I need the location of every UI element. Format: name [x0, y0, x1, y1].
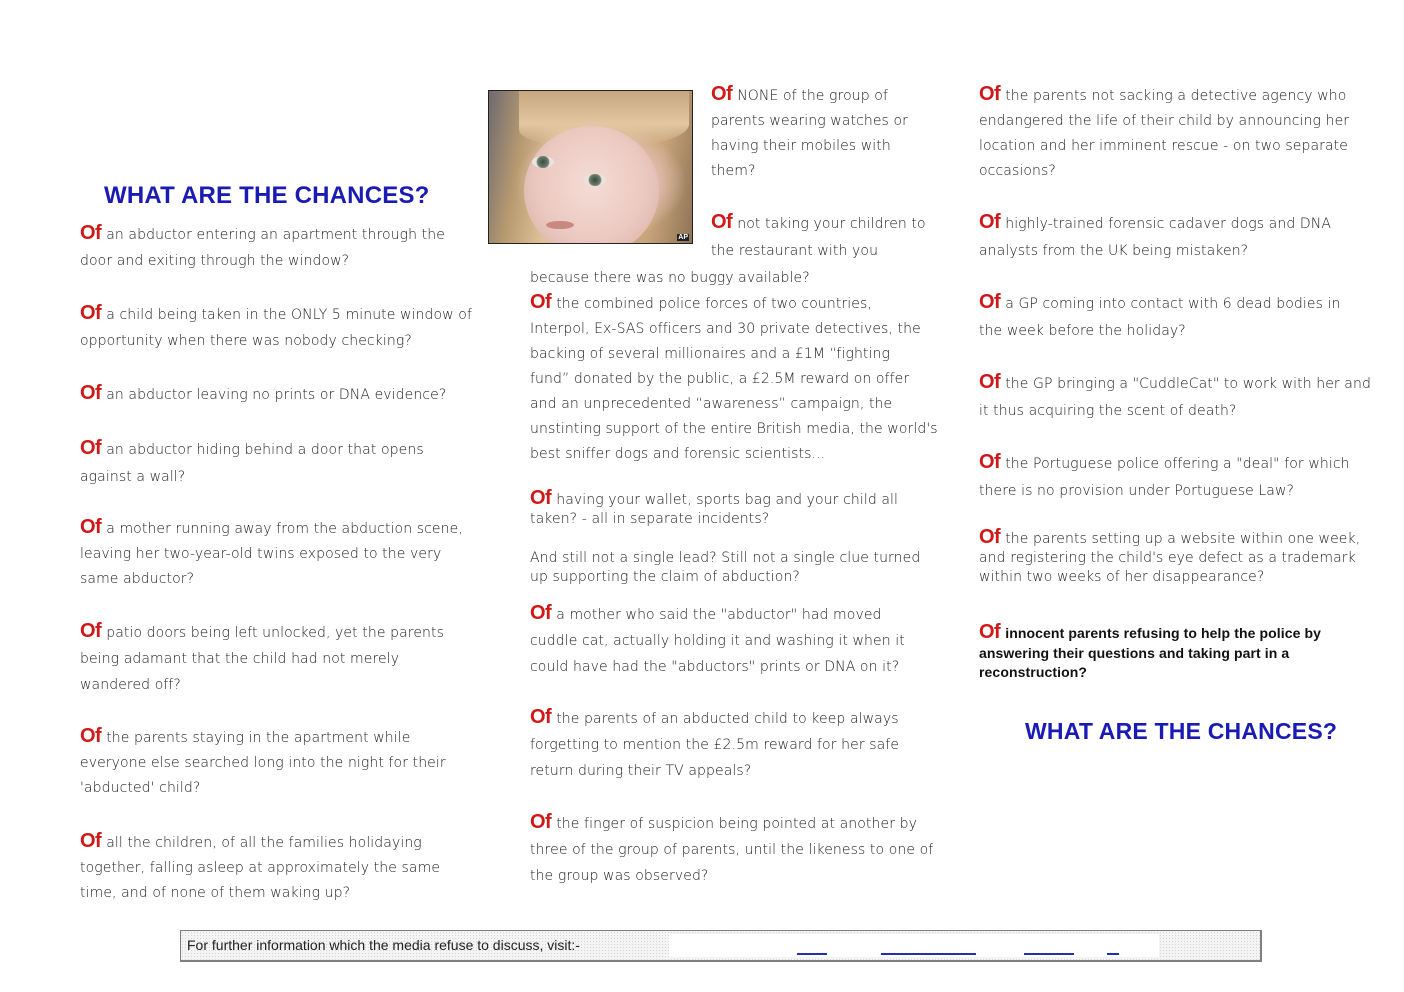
question-text: patio doors being left unlocked, yet the parents — [106, 625, 444, 641]
question-line — [530, 487, 898, 510]
of-label: Of — [979, 83, 1001, 105]
of-label: Of — [80, 620, 102, 642]
of-label: Of — [711, 211, 733, 233]
question-line — [979, 569, 1264, 585]
question-text: return during their TV appeals? — [530, 763, 752, 779]
of-label: Of — [979, 451, 1001, 473]
photo-face — [524, 126, 659, 244]
question-line — [80, 830, 422, 853]
question-text: reconstruction? — [979, 664, 1088, 680]
question-line — [979, 550, 1356, 566]
redacted-link-fragment — [1024, 953, 1074, 955]
question-text: the parents not sacking a detective agency who — [1005, 88, 1347, 104]
question-line — [530, 511, 769, 527]
question-line — [979, 113, 1349, 129]
question-line — [530, 737, 899, 753]
question-line — [80, 302, 472, 325]
question-text: three of the group of parents, until the likeness to one of — [530, 842, 934, 858]
question-text: an abductor hiding behind a door that opens — [106, 442, 424, 458]
of-label: Of — [80, 437, 102, 459]
question-text: being adamant that the child had not merely — [80, 651, 400, 667]
question-line — [530, 446, 825, 462]
question-text: there is no provision under Portuguese Law? — [979, 483, 1295, 499]
of-label: Of — [80, 830, 102, 852]
question-line — [979, 243, 1248, 259]
redacted-link-fragment — [881, 953, 976, 955]
question-text: the Portuguese police offering a "deal" for which — [1005, 456, 1350, 472]
question-line — [80, 571, 194, 587]
heading-top: WHAT ARE THE CHANCES? — [104, 182, 430, 209]
question-text: it thus acquiring the scent of death? — [979, 403, 1237, 419]
redacted-link-fragment — [797, 953, 827, 955]
question-text: within two weeks of her disappearance? — [979, 569, 1265, 585]
question-line — [530, 763, 751, 779]
question-line — [80, 222, 445, 245]
of-label: Of — [711, 83, 733, 105]
question-line — [80, 382, 446, 405]
question-line — [530, 706, 899, 729]
question-text: the parents staying in the apartment while — [106, 730, 411, 746]
question-text: together, falling asleep at approximately the same — [80, 860, 441, 876]
question-text: unstinting support of the entire British media, the world's — [530, 421, 938, 437]
question-text: up supporting the claim of abduction? — [530, 569, 800, 585]
question-text: door and exiting through the window? — [80, 253, 350, 269]
question-text: a mother running away from the abduction scene, — [106, 521, 463, 537]
question-line — [979, 163, 1056, 179]
question-text: best sniffer dogs and forensic scientists... — [530, 446, 826, 462]
question-text: same abductor? — [80, 571, 195, 587]
of-label: Of — [80, 302, 102, 324]
question-line — [979, 483, 1294, 499]
of-label: Of — [979, 621, 1001, 643]
question-line — [80, 651, 399, 667]
question-line — [530, 270, 810, 286]
question-line — [80, 437, 424, 460]
question-line — [979, 621, 1321, 644]
question-text: Interpol, Ex-SAS officers and 30 private detectives, the — [530, 321, 921, 337]
question-text: could have had the "abductors" prints or DNA on it? — [530, 659, 900, 675]
photo-mouth — [546, 221, 574, 229]
question-line — [979, 138, 1348, 154]
question-line — [711, 83, 888, 106]
question-text: an abductor leaving no prints or DNA evidence? — [106, 387, 447, 403]
question-line — [979, 371, 1371, 394]
question-line — [80, 725, 410, 748]
question-text: having their mobiles with — [711, 138, 891, 154]
question-text: endangered the life of their child by announcing her — [979, 113, 1350, 129]
question-text: and an unprecedented “awareness” campaign, the — [530, 396, 893, 412]
question-text: the parents of an abducted child to keep always — [556, 711, 899, 727]
photo-eye-left — [532, 156, 554, 168]
of-label: Of — [80, 382, 102, 404]
of-label: Of — [979, 291, 1001, 313]
of-label: Of — [80, 222, 102, 244]
question-line — [979, 291, 1341, 314]
photo-eye-right — [584, 174, 606, 186]
question-text: everyone else searched long into the night for their — [80, 755, 446, 771]
question-text: having your wallet, sports bag and your child all — [556, 492, 899, 508]
question-text: And still not a single lead? Still not a single clue turned — [530, 550, 921, 566]
question-text: because there was no buggy available? — [530, 270, 810, 286]
question-line — [80, 755, 446, 771]
question-text: against a wall? — [80, 469, 186, 485]
question-text: 'abducted' child? — [80, 780, 201, 796]
question-line — [530, 421, 938, 437]
question-text: opportunity when there was nobody checking? — [80, 333, 412, 349]
question-text: occasions? — [979, 163, 1056, 179]
question-line — [80, 620, 444, 643]
question-line — [80, 333, 412, 349]
question-line — [979, 83, 1346, 106]
question-text: location and her imminent rescue - on two separate — [979, 138, 1348, 154]
question-text: wandered off? — [80, 677, 181, 693]
question-line — [711, 211, 926, 234]
question-text: the week before the holiday? — [979, 323, 1186, 339]
question-line — [80, 677, 181, 693]
question-text: the finger of suspicion being pointed at another by — [556, 816, 917, 832]
question-text: the restaurant with you — [711, 243, 879, 259]
question-line — [530, 811, 917, 834]
question-text: forgetting to mention the £2.5m reward for her safe — [530, 737, 900, 753]
question-text: leaving her two-year-old twins exposed to the very — [80, 546, 442, 562]
question-text: backing of several millionaires and a £1M “fighting — [530, 346, 890, 362]
question-text: a child being taken in the ONLY 5 minute window of — [106, 307, 472, 323]
question-line — [530, 291, 872, 314]
question-line — [530, 602, 882, 625]
question-text: parents wearing watches or — [711, 113, 909, 129]
question-line — [979, 323, 1186, 339]
question-text: analysts from the UK being mistaken? — [979, 243, 1249, 259]
question-line — [80, 516, 463, 539]
question-line — [530, 371, 909, 387]
of-label: Of — [80, 516, 102, 538]
question-line — [530, 633, 905, 649]
question-text: a mother who said the "abductor" had moved — [556, 607, 882, 623]
question-line — [979, 645, 1289, 661]
question-line — [80, 546, 441, 562]
question-text: all the children, of all the families holidaying — [106, 835, 422, 851]
question-line — [530, 868, 708, 884]
question-text: taken? - all in separate incidents? — [530, 511, 770, 527]
question-text: innocent parents refusing to help the police by — [1005, 625, 1322, 641]
question-text: not taking your children to — [737, 216, 926, 232]
question-line — [979, 526, 1360, 549]
question-line — [979, 403, 1236, 419]
question-text: a GP coming into contact with 6 dead bodies in — [1005, 296, 1341, 312]
heading-bottom: WHAT ARE THE CHANCES? — [1025, 718, 1338, 744]
footer-text: For further information which the media refuse to discuss, visit:- — [187, 937, 580, 953]
of-label: Of — [530, 811, 552, 833]
question-line — [530, 659, 899, 675]
of-label: Of — [530, 291, 552, 313]
question-text: the combined police forces of two countries, — [556, 296, 872, 312]
question-line — [530, 321, 921, 337]
question-line — [711, 113, 908, 129]
of-label: Of — [80, 725, 102, 747]
question-text: answering their questions and taking part in a — [979, 645, 1290, 661]
child-photo — [488, 90, 693, 244]
question-text: and registering the child's eye defect as a trademark — [979, 550, 1356, 566]
of-label: Of — [979, 371, 1001, 393]
question-text: the parents setting up a website within one week, — [1005, 531, 1361, 547]
question-text: time, and of none of them waking up? — [80, 885, 351, 901]
question-text: them? — [711, 163, 756, 179]
question-line — [979, 451, 1350, 474]
of-label: Of — [530, 602, 552, 624]
footer-banner — [180, 930, 1262, 962]
question-text: the group was observed? — [530, 868, 709, 884]
question-line — [530, 550, 920, 566]
question-line — [80, 860, 440, 876]
question-line — [80, 780, 200, 796]
question-line — [711, 243, 878, 259]
question-line — [530, 396, 892, 412]
question-line — [979, 664, 1087, 680]
question-line — [80, 253, 349, 269]
redacted-link[interactable] — [669, 934, 1159, 957]
question-line — [711, 163, 756, 179]
question-line — [711, 138, 891, 154]
redacted-link-fragment — [1107, 953, 1119, 955]
question-text: highly-trained forensic cadaver dogs and DNA — [1005, 216, 1331, 232]
question-line — [80, 469, 185, 485]
question-line — [530, 346, 890, 362]
of-label: Of — [979, 211, 1001, 233]
of-label: Of — [979, 526, 1001, 548]
question-text: cuddle cat, actually holding it and washing it when it — [530, 633, 905, 649]
photo-credit: AP — [678, 234, 688, 241]
of-label: Of — [530, 706, 552, 728]
question-text: an abductor entering an apartment through the — [106, 227, 445, 243]
question-line — [530, 842, 933, 858]
question-text: fund” donated by the public, a £2.5M reward on offer — [530, 371, 910, 387]
question-line — [979, 211, 1331, 234]
of-label: Of — [530, 487, 552, 509]
question-line — [530, 569, 800, 585]
question-text: the GP bringing a "CuddleCat" to work with her and — [1005, 376, 1371, 392]
question-line — [80, 885, 350, 901]
question-text: NONE of the group of — [737, 88, 888, 104]
